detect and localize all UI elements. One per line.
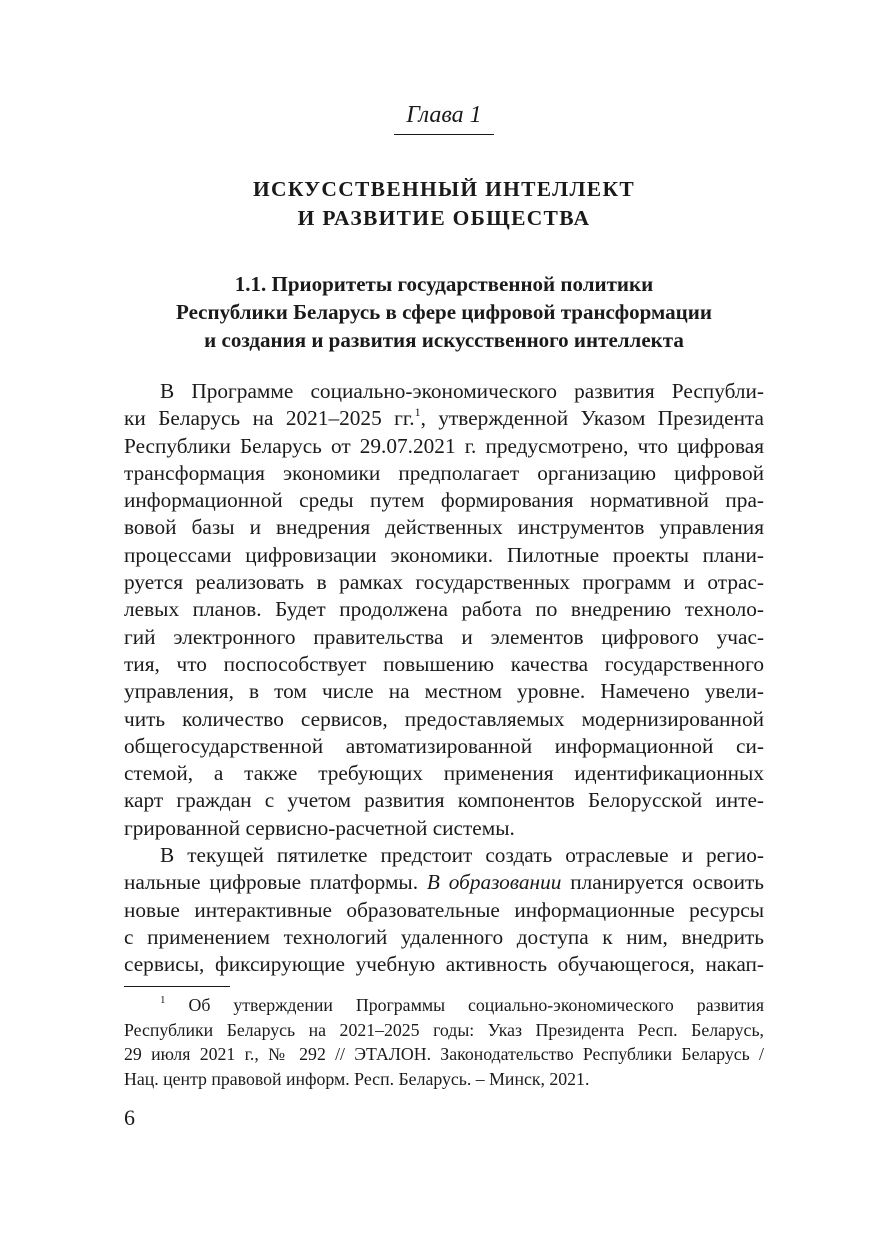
footnote-marker: 1: [160, 994, 166, 1006]
chapter-label: Глава 1: [406, 102, 482, 128]
text-line: новые интерактивные образовательные информационные ресурсы: [124, 897, 764, 922]
section-title: [124, 270, 764, 354]
text-line: [124, 405, 764, 432]
section-title-line: 1.1. Приоритеты государственной политики: [234, 272, 654, 296]
text-line: общегосударственной автоматизированной информационной си-: [124, 733, 764, 758]
text-line: гий электронного правительства и элементов цифрового учас-: [124, 624, 764, 649]
footnote: [124, 993, 764, 1091]
book-page: [124, 0, 764, 1241]
footnote-line: 29 июля 2021 г., № 292 // ЭТАЛОН. Законодательство Республики Беларусь /: [124, 1044, 764, 1065]
text-fragment: , утвержденной Указом Президента: [420, 406, 765, 431]
text-line: левых планов. Будет продолжена работа по внедрению техноло-: [124, 597, 764, 622]
text-line: с применением технологий удаленного доступа к ним, внедрить: [124, 924, 764, 949]
footnote-separator: [124, 986, 230, 987]
text-fragment: ки Беларусь на 2021–2025 гг.: [124, 406, 415, 431]
section-title-line: и создания и развития искусственного интеллекта: [204, 328, 684, 352]
italic-emphasis: В образовании: [426, 870, 562, 895]
text-line: чить количество сервисов, предоставляемых модернизированной: [124, 706, 764, 731]
text-line: информационной среды путем формирования нормативной пра-: [124, 488, 764, 513]
text-line: вовой базы и внедрения действенных инструментов управления: [124, 515, 764, 540]
text-line: тия, что поспособствует повышению качества государственного: [124, 651, 764, 676]
text-line: В текущей пятилетке предстоит создать отраслевые и регио-: [160, 843, 764, 868]
body-text: [124, 378, 764, 979]
text-line: [124, 869, 764, 896]
footnote-line: Республики Беларусь на 2021–2025 годы: Указ Президента Респ. Беларусь,: [124, 1019, 764, 1040]
chapter-title-line: И РАЗВИТИЕ ОБЩЕСТВА: [297, 206, 591, 230]
page-number: 6: [124, 1105, 135, 1130]
text-line: стемой, а также требующих применения идентификационных: [124, 761, 764, 786]
text-line: карт граждан с учетом развития компонентов Белорусской инте-: [124, 788, 764, 813]
chapter-title-line: ИСКУССТВЕННЫЙ ИНТЕЛЛЕКТ: [253, 177, 635, 201]
footnote-line: Нац. центр правовой информ. Респ. Беларусь. – Минск, 2021.: [124, 1068, 590, 1089]
paragraph-2: [124, 842, 764, 978]
text-line: грированной сервисно-расчетной системы.: [124, 815, 515, 840]
text-line: сервисы, фиксирующие учебную активность обучающегося, накап-: [124, 952, 764, 977]
section-title-line: Республики Беларусь в сфере цифровой трансформации: [176, 300, 712, 324]
text-line: управления, в том числе на местном уровне. Намечено увели-: [124, 679, 764, 704]
text-fragment: Об утверждении Программы социально-экономического развития: [165, 995, 764, 1015]
text-fragment: нальные цифровые платформы.: [124, 870, 427, 895]
text-fragment: планируется освоить: [561, 870, 764, 895]
text-line: руется реализовать в рамках государственных программ и отрас-: [124, 570, 764, 595]
footnote-line: [124, 993, 764, 1018]
text-line: трансформация экономики предполагает организацию цифровой: [124, 460, 764, 485]
footnote-reference[interactable]: 1: [414, 405, 421, 420]
chapter-underline: [394, 134, 494, 135]
paragraph-1: [124, 378, 764, 842]
text-line: Республики Беларусь от 29.07.2021 г. предусмотрено, что цифровая: [124, 433, 764, 458]
chapter-title: [124, 175, 764, 233]
text-line: процессами цифровизации экономики. Пилотные проекты плани-: [124, 542, 764, 567]
text-line: В Программе социально-экономического развития Республи-: [160, 379, 764, 403]
